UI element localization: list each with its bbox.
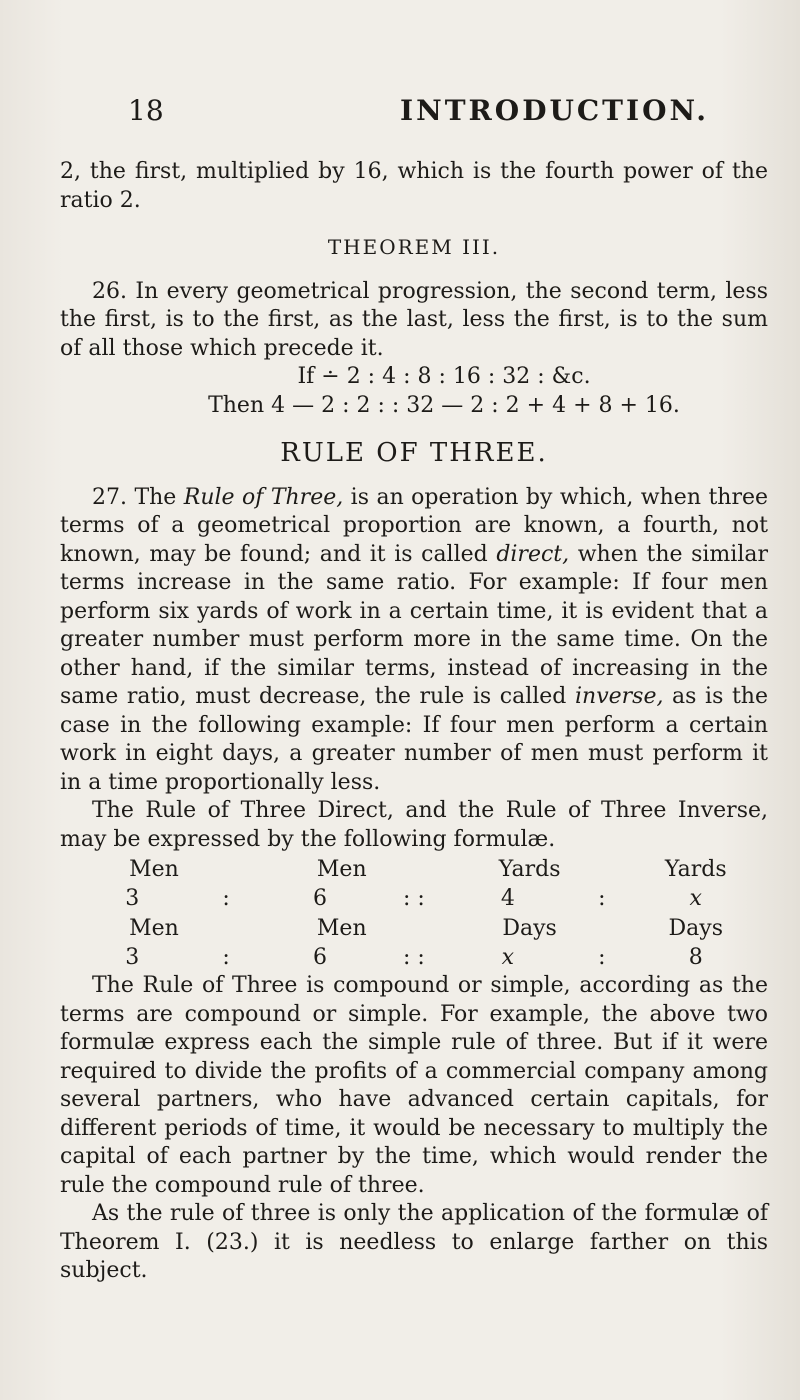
formula-inverse-values (60, 944, 768, 973)
formula-inverse (60, 915, 768, 972)
theorem-paragraph (60, 278, 768, 364)
formula-value: 3 (125, 885, 140, 911)
running-head: INTRODUCTION. (400, 94, 710, 127)
theorem-example-line-2: Then 4 — 2 : 2 : : 32 — 2 : 2 + 4 + 8 + 16. (208, 393, 680, 418)
formula-sep: : (598, 944, 606, 970)
rule-paragraph-1: 27. The Rule of Three, is an operation by which, when three terms of a geometrical proportion are known, a fourth, not known, may be found; and it is called direct, when the similar terms increase in the same ratio. For example: If four men perform six yards of work in a certain time, it is evident that a greater number must perform more in the same time. On the other hand, if the similar terms, instead of increasing in the same ratio, must decrease, the rule is called inverse, as is the case in the following example: If four men perform a certain work in eight days, a greater number of men must perform it in a time proportionally less. (60, 484, 769, 795)
rule-number: 27. (92, 484, 127, 510)
formula-value: 6 (313, 885, 328, 911)
opening-paragraph: 2, the first, multiplied by 16, which is the fourth power of the ratio 2. (60, 159, 768, 213)
formula-header: Men (129, 857, 179, 882)
body-text (60, 158, 768, 1286)
theorem-text: In every geometrical progression, the second term, less the first, is to the first, as the last, less the first, is to the sum of all those which precede it. (60, 278, 768, 361)
formula-value: 6 (313, 944, 328, 970)
formula-header: Men (316, 916, 367, 941)
theorem-example-line-1: If ∸ 2 : 4 : 8 : 16 : 32 : &c. (297, 364, 591, 389)
rule-paragraph-2: The Rule of Three Direct, and the Rule of Three Inverse, may be expressed by the following formulæ. (60, 798, 768, 852)
formula-sep: : (222, 944, 230, 970)
formula-direct-headers (60, 856, 768, 885)
theorem-heading: THEOREM III. (327, 235, 501, 259)
formula-sep: : (598, 885, 606, 911)
formula-header: Men (316, 857, 367, 882)
formula-direct-values (60, 885, 768, 914)
page-number: 18 (128, 94, 164, 127)
formula-header: Yards (664, 857, 727, 882)
rule-paragraph-4: As the rule of three is only the application of the formulæ of Theorem I. (23.) it is needless to enlarge farther on this subject. (60, 1201, 768, 1283)
formula-inverse-headers (60, 915, 768, 944)
formula-direct (60, 856, 768, 913)
formula-value: x (501, 944, 515, 970)
formula-value: 8 (688, 944, 703, 970)
term-direct: direct, (496, 541, 570, 567)
formula-value: 3 (125, 944, 140, 970)
rule-paragraph-3: The Rule of Three is compound or simple, according as the terms are compound or simple. For example, the above two formulæ express each the simple rule of three. But if it were required to divide the profits of a commercial company among several partners, who have advanced certain capitals, for different periods of time, it would be necessary to multiply the capital of each partner by the time, which would render the rule the compound rule of three. (60, 973, 768, 1198)
formula-value: x (689, 885, 702, 911)
formula-value: 4 (500, 885, 515, 911)
page-header (60, 94, 760, 134)
theorem-number: 26. (92, 278, 127, 304)
formula-sep: : : (403, 885, 425, 911)
formula-sep: : (222, 885, 230, 911)
formula-header: Men (129, 916, 179, 941)
rule-name: Rule of Three, (183, 484, 344, 510)
formula-sep: : : (403, 944, 425, 970)
formula-header: Days (668, 916, 723, 941)
formula-header: Days (502, 916, 557, 941)
formula-header: Yards (498, 857, 561, 882)
rule-heading: RULE OF THREE. (280, 438, 548, 468)
term-inverse: inverse, (574, 684, 664, 709)
